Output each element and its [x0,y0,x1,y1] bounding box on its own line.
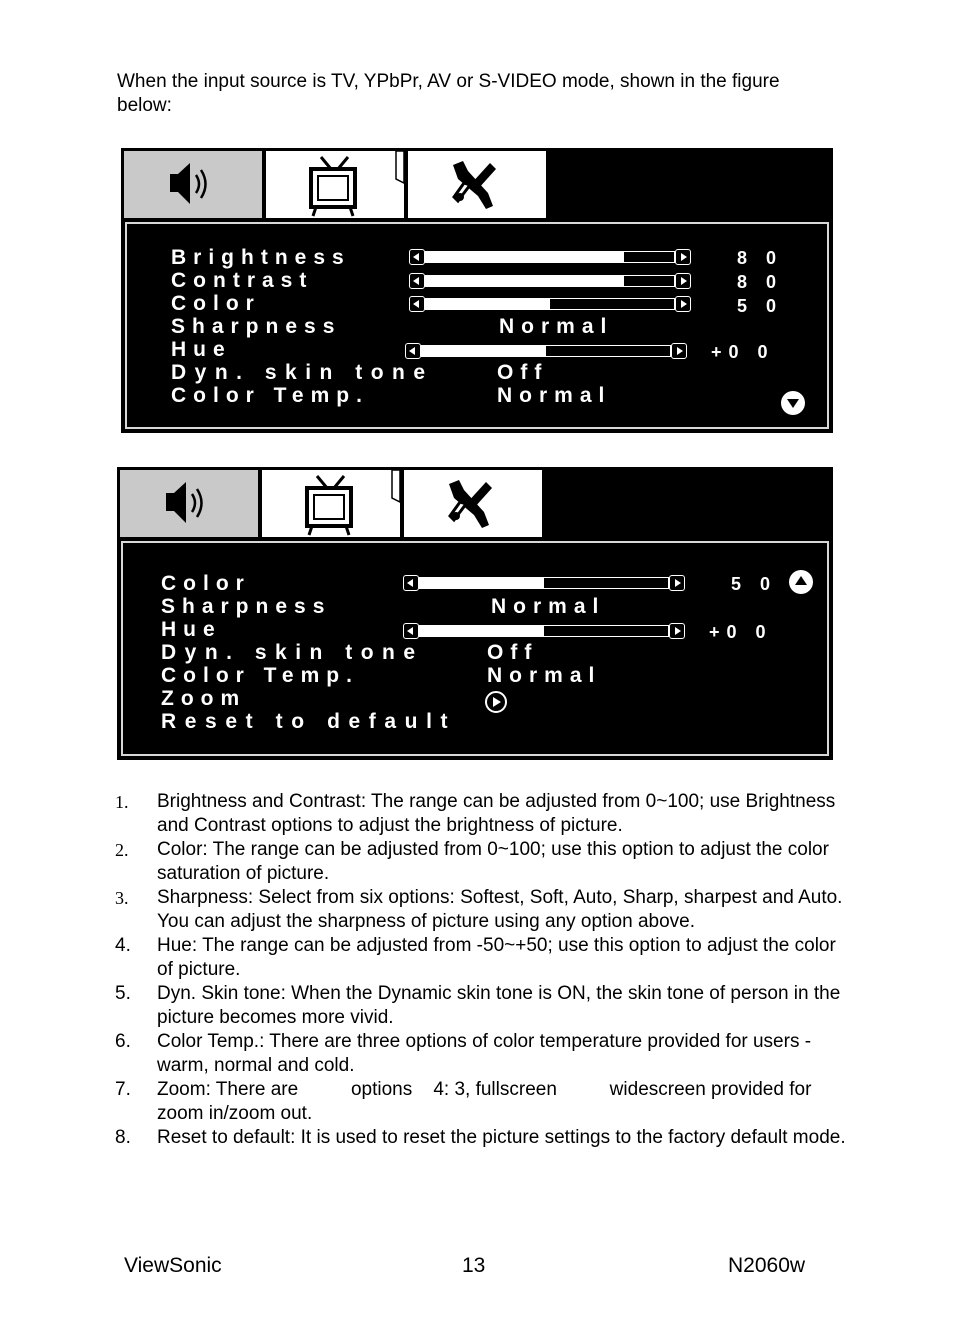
contrast-value: 8 0 [737,272,784,292]
color-temp-value: Normal [487,664,602,687]
color-slider[interactable] [409,296,691,312]
list-item [115,790,855,838]
list-item [115,838,855,886]
brightness-slider[interactable] [409,249,691,265]
color-value: 5 0 [737,296,784,316]
tv-icon [262,470,402,537]
list-item [115,1078,855,1126]
intro-text: When the input source is TV, YPbPr, AV or S-VIDEO mode, shown in the figure below: [117,71,780,116]
item-text: Dyn. Skin tone: When the Dynamic skin tone is ON, the skin tone of person in the picture becomes more vivid. [157,983,841,1028]
footer-brand: ViewSonic [124,1254,222,1277]
description-list [115,790,855,1150]
dyn-skin-tone-value: Off [487,641,539,664]
list-item [115,1126,855,1150]
color-slider[interactable] [403,575,685,591]
tools-icon [408,151,548,218]
menu-item-color-temp[interactable]: Color Temp. [171,384,369,407]
item-number: 5. [115,983,131,1004]
item-number: 6. [115,1031,131,1052]
sharpness-value: Normal [491,595,606,618]
tab-setup[interactable] [404,470,544,537]
right-arrow-icon[interactable] [485,691,507,713]
menu-item-reset-to-default[interactable]: Reset to default [161,710,457,733]
list-item [115,982,855,1030]
menu-item-color[interactable]: Color [171,292,261,315]
hue-value: +0 0 [711,342,775,362]
menu-item-dyn-skin-tone[interactable]: Dyn. skin tone [171,361,434,384]
item-number: 3. [115,888,129,908]
menu-item-hue[interactable]: Hue [161,618,222,641]
hue-value: +0 0 [709,622,773,642]
item-text: Reset to default: It is used to reset the picture settings to the factory default mode. [157,1127,846,1148]
menu-item-hue[interactable]: Hue [171,338,232,361]
up-arrow-icon[interactable] [789,570,813,594]
item-text: Hue: The range can be adjusted from -50~+50; use this option to adjust the color of picture. [157,935,836,980]
menu-item-sharpness[interactable]: Sharpness [171,315,342,338]
speaker-icon [120,470,260,537]
menu-item-dyn-skin-tone[interactable]: Dyn. skin tone [161,641,424,664]
tools-icon [404,470,544,537]
item-text: Color Temp.: There are three options of color temperature provided for users - warm, normal and cold. [157,1031,812,1076]
tv-icon [266,151,406,218]
color-temp-value: Normal [497,384,612,407]
item-text: Zoom: There are options 4: 3, fullscreen widescreen provided for zoom in/zoom out. [157,1079,817,1124]
item-number: 8. [115,1127,131,1148]
brightness-value: 8 0 [737,248,784,268]
item-text: Brightness and Contrast: The range can be adjusted from 0~100; use Brightness and Contrast options to adjust the brightness of picture. [157,791,836,836]
list-item [115,1030,855,1078]
footer-page-number: 13 [462,1254,486,1277]
hue-slider[interactable] [403,623,685,639]
item-number: 7. [115,1079,131,1100]
tab-setup[interactable] [408,151,548,218]
osd-tabs [117,467,833,537]
menu-item-zoom[interactable]: Zoom [161,687,247,710]
color-value: 5 0 [731,574,778,594]
tab-picture[interactable] [266,151,406,218]
menu-item-color-temp[interactable]: Color Temp. [161,664,359,687]
item-number: 4. [115,935,131,956]
list-item [115,934,855,982]
osd-tabs [121,148,833,218]
tab-audio[interactable] [124,151,264,218]
item-number: 1. [115,792,129,812]
menu-item-brightness[interactable]: Brightness [171,246,351,269]
osd-panel [121,541,829,756]
osd-panel [125,222,829,429]
item-number: 2. [115,840,129,860]
down-arrow-icon[interactable] [781,391,805,415]
osd-menu-2 [117,467,833,760]
osd-menu-1 [121,148,833,433]
footer-model: N2060w [728,1254,806,1277]
hue-slider[interactable] [405,343,687,359]
tab-audio[interactable] [120,470,260,537]
item-text: Sharpness: Select from six options: Softest, Soft, Auto, Sharp, sharpest and Auto. You can adjust the sharpness of picture using any option above. [157,887,843,932]
menu-item-contrast[interactable]: Contrast [171,269,314,292]
dyn-skin-tone-value: Off [497,361,549,384]
list-item [115,886,855,934]
contrast-slider[interactable] [409,273,691,289]
item-text: Color: The range can be adjusted from 0~100; use this option to adjust the color saturation of picture. [157,839,829,884]
speaker-icon [124,151,264,218]
menu-item-color[interactable]: Color [161,572,251,595]
tab-picture[interactable] [262,470,402,537]
sharpness-value: Normal [499,315,614,338]
menu-item-sharpness[interactable]: Sharpness [161,595,332,618]
